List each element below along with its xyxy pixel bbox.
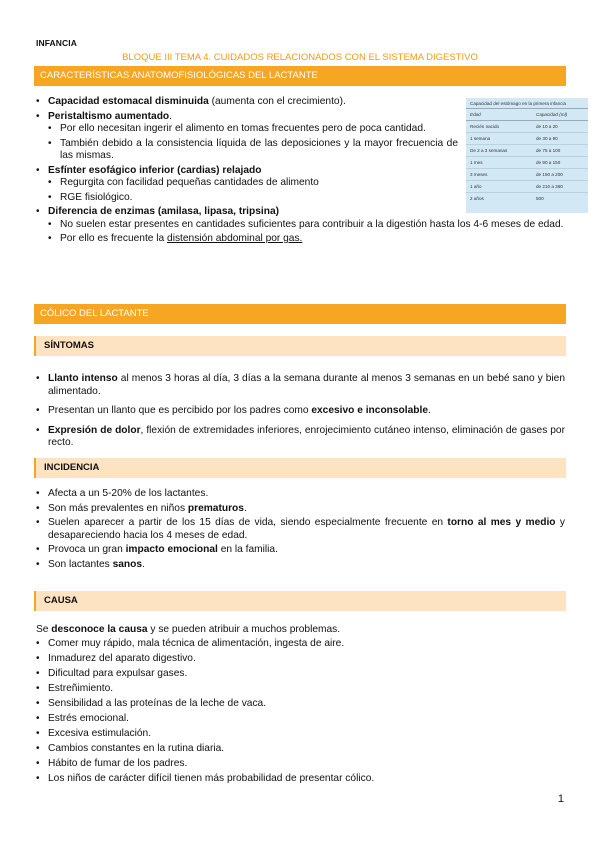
list-item: • Esfínter esofágico inferior (cardias) relajado • Regurgita con facilidad pequeñas cantidades de alimento • RGE fisiológico. [48, 165, 458, 205]
sub-list-item: • Por ello necesitan ingerir el alimento en tomas frecuentes pero de poca cantidad. [60, 123, 458, 136]
stomach-capacity-table [466, 98, 588, 213]
list-item: • Provoca un gran impacto emocional en la familia. [48, 544, 565, 557]
cause-intro: Se desconoce la causa y se pueden atribuir a muchos problemas. [36, 624, 341, 635]
list-item: • Llanto intenso al menos 3 horas al día, 3 días a la semana durante al menos 3 semanas en un bebé sano y bien alimentado. [48, 373, 565, 398]
list-item: • Capacidad estomacal disminuida (aumenta con el crecimiento). [48, 96, 458, 109]
list-item: • Excesiva estimulación. [48, 728, 565, 741]
list-item: • Cambios constantes en la rutina diaria. [48, 743, 565, 756]
table-row: 1 mes de 90 a 150 [466, 157, 588, 169]
sub-list-item: • También debido a la consistencia líquida de las deposiciones y la mayor frecuencia de las mismas. [60, 138, 458, 163]
sub-list-item: • No suelen estar presentes en cantidades suficientes para contribuir a la digestión hasta los 4-6 meses de edad. [60, 219, 577, 232]
list-item: • Inmadurez del aparato digestivo. [48, 653, 565, 666]
list-item: • Hábito de fumar de los padres. [48, 758, 565, 771]
list-item: • Diferencia de enzimas (amilasa, lipasa, tripsina) • No suelen estar presentes en cantidades suficientes para contribuir a la digestión hasta los 4-6 meses de edad. • Por ello es frecuente la distensión abdominal por gas. [48, 206, 458, 246]
subheading-symptoms: SÍNTOMAS [34, 336, 566, 356]
subheading-cause: CAUSA [34, 591, 566, 611]
table-title: Capacidad del estómago en la primera infancia [470, 101, 567, 106]
table-row: 1 año de 210 a 360 [466, 181, 588, 193]
cause-list [48, 638, 565, 788]
table-row: 3 meses de 150 a 200 [466, 169, 588, 181]
section-band-colic: CÓLICO DEL LACTANTE [34, 304, 566, 324]
table-row: 1 semana de 30 a 90 [466, 133, 588, 145]
symptoms-list [48, 373, 565, 457]
table-header: Edad Capacidad (ml) [466, 108, 588, 121]
list-item: • Dificultad para expulsar gases. [48, 668, 565, 681]
table-row: 2 años 500 [470, 196, 544, 201]
sub-list-item: • Por ello es frecuente la distensión abdominal por gas. [60, 233, 577, 246]
sub-list-item: • RGE fisiológico. [60, 192, 458, 205]
subheading-incidence: INCIDENCIA [34, 458, 566, 478]
section-band-anatomy: CARACTERÍSTICAS ANATOMOFISIOLÓGICAS DEL LACTANTE [34, 66, 566, 86]
incidence-list [48, 488, 565, 573]
list-item: • Estrés emocional. [48, 713, 565, 726]
table-row: Recién nacido de 10 a 20 [466, 121, 588, 133]
table-row: De 2 a 3 semanas de 75 a 100 [466, 145, 588, 157]
document-title: BLOQUE III TEMA 4. CUIDADOS RELACIONADOS CON EL SISTEMA DIGESTIVO [122, 52, 478, 63]
sub-list-item: • Regurgita con facilidad pequeñas cantidades de alimento [60, 177, 458, 190]
list-item: • Expresión de dolor, flexión de extremidades inferiores, enrojecimiento cutáneo intenso, eliminación de gases por recto. [48, 425, 565, 450]
list-item: • Presentan un llanto que es percibido por los padres como excesivo e inconsolable. [48, 405, 565, 418]
list-item: • Son más prevalentes en niños prematuros. [48, 503, 565, 516]
list-item: • Son lactantes sanos. [48, 559, 565, 572]
list-item: • Peristaltismo aumentado. • Por ello necesitan ingerir el alimento en tomas frecuentes pero de poca cantidad. • También debido a la consistencia líquida de las deposiciones y la mayor frecuencia de las mismas. [48, 111, 458, 163]
list-item: • Sensibilidad a las proteínas de la leche de vaca. [48, 698, 565, 711]
list-item: • Comer muy rápido, mala técnica de alimentación, ingesta de aire. [48, 638, 565, 651]
page-number: 1 [557, 793, 564, 805]
list-item: • Suelen aparecer a partir de los 15 días de vida, siendo especialmente frecuente en torno al mes y medio y desapareciendo hacia los 4 meses de edad. [48, 517, 565, 542]
subject-label: INFANCIA [36, 38, 77, 48]
list-item: • Afecta a un 5-20% de los lactantes. [48, 488, 565, 501]
list-item: • Los niños de carácter difícil tienen más probabilidad de presentar cólico. [48, 773, 565, 786]
list-item: • Estreñimiento. [48, 683, 565, 696]
